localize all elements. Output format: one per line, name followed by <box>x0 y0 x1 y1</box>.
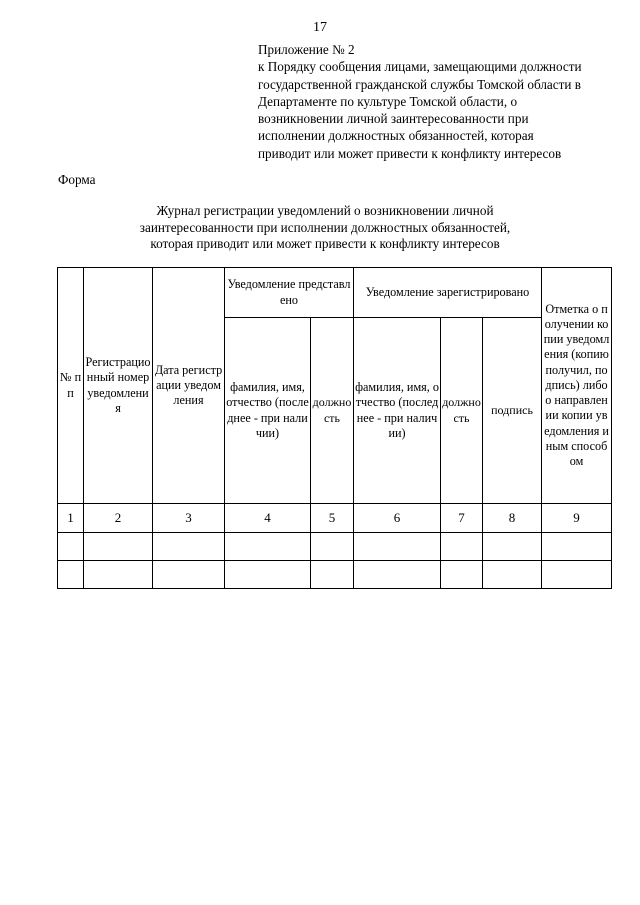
table-cell <box>225 561 311 589</box>
column-number: 8 <box>483 504 542 533</box>
table-cell <box>441 561 483 589</box>
header-num: № пп <box>58 268 84 504</box>
table-cell <box>441 533 483 561</box>
column-number: 9 <box>542 504 612 533</box>
appendix-line: исполнении должностных обязанностей, которая <box>258 128 534 144</box>
appendix-line: приводит или может привести к конфликту интересов <box>258 145 562 161</box>
journal-title-line: заинтересованности при исполнении должностных обязанностей, <box>139 219 511 235</box>
header-reg-date: Дата регистрации уведомления <box>153 268 225 504</box>
appendix-line: возникновении личной заинтересованности при <box>258 111 529 127</box>
header-submitted-fio: фамилия, имя, отчество (последнее - при наличии) <box>225 318 311 504</box>
header-reg-number: Регистрационный номер уведомления <box>84 268 153 504</box>
header-copy-mark: Отметка о получении копии уведомления (копию получил, подпись) либо о направлении копии уведомления иным способом <box>542 268 612 504</box>
appendix-line: государственной гражданской службы Томской области в <box>258 76 581 92</box>
column-number: 1 <box>58 504 84 533</box>
table-cell <box>483 533 542 561</box>
column-number: 5 <box>311 504 354 533</box>
appendix-line: Департаменте по культуре Томской области, о <box>258 93 518 109</box>
journal-title-line: которая приводит или может привести к конфликту интересов <box>150 236 500 251</box>
journal-title <box>90 203 560 253</box>
header-submitted: Уведомление представлено <box>225 268 354 318</box>
table-cell <box>84 561 153 589</box>
appendix-title: Приложение № 2 <box>258 42 355 57</box>
table-cell <box>225 533 311 561</box>
table-cell <box>84 533 153 561</box>
registration-journal-table <box>57 267 612 589</box>
table-cell <box>354 533 441 561</box>
column-number: 4 <box>225 504 311 533</box>
column-number: 2 <box>84 504 153 533</box>
table-cell <box>311 561 354 589</box>
page-number: 17 <box>313 20 327 35</box>
table-cell <box>58 533 84 561</box>
appendix-block <box>258 41 618 162</box>
column-number: 6 <box>354 504 441 533</box>
table-cell <box>542 561 612 589</box>
header-registered-signature: подпись <box>483 318 542 504</box>
header-registered-position: должность <box>441 318 483 504</box>
form-label: Форма <box>58 172 96 187</box>
table-cell <box>153 561 225 589</box>
journal-title-line: Журнал регистрации уведомлений о возникновении личной <box>156 203 494 218</box>
header-registered: Уведомление зарегистрировано <box>354 268 542 318</box>
appendix-line: к Порядку сообщения лицами, замещающими должности <box>258 59 582 75</box>
table-cell <box>311 533 354 561</box>
table-cell <box>483 561 542 589</box>
table-row <box>58 533 612 561</box>
table-cell <box>153 533 225 561</box>
column-number: 7 <box>441 504 483 533</box>
table-cell <box>58 561 84 589</box>
header-submitted-position: должность <box>311 318 354 504</box>
header-registered-fio: фамилия, имя, отчество (последнее - при наличии) <box>354 318 441 504</box>
table-row <box>58 561 612 589</box>
column-number: 3 <box>153 504 225 533</box>
table-cell <box>542 533 612 561</box>
table-cell <box>354 561 441 589</box>
column-number-row <box>58 504 612 533</box>
